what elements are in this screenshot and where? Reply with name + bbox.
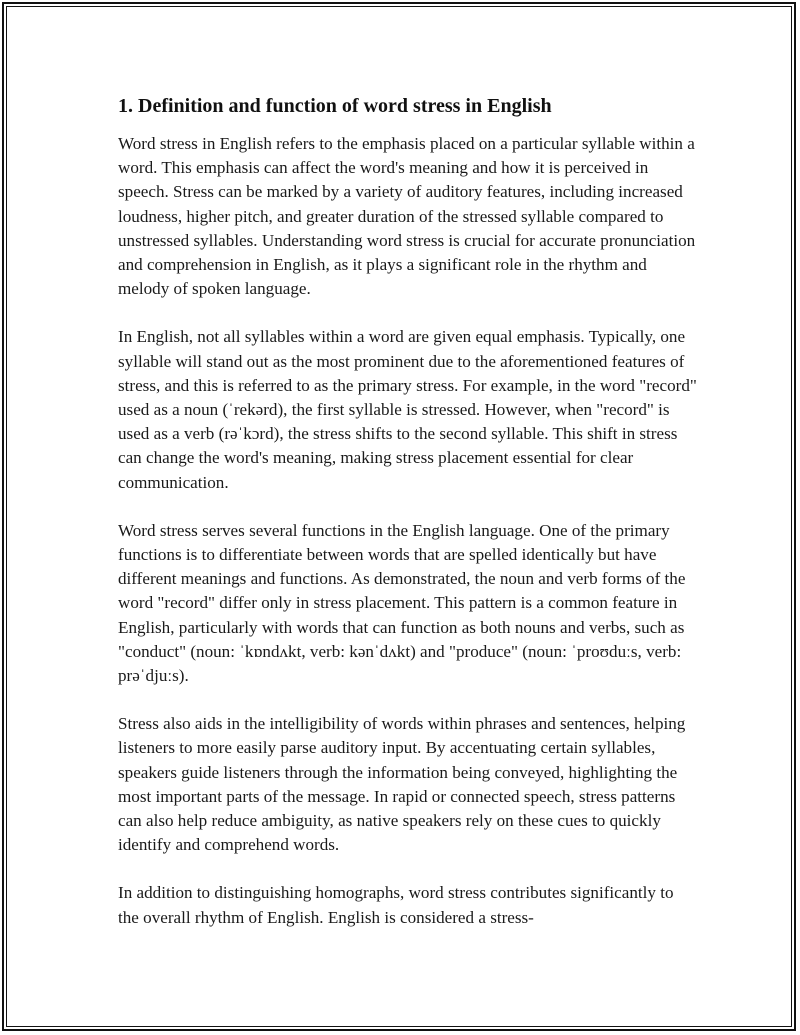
- paragraph-primary-stress: In English, not all syllables within a word are given equal emphasis. Typically, one syllable will stand out as the most prominent due to the aforementioned features of stress, and this is referred to as the primary stress. For example, in the word "record" used as a noun (ˈrekərd), the first syllable is stressed. However, when "record" is used as a verb (rəˈkɔrd), the stress shifts to the second syllable. This shift in stress can change the word's meaning, making stress placement essential for clear communication.: [118, 327, 697, 492]
- document-page: [118, 92, 698, 954]
- section-heading: 1. Definition and function of word stress in English: [118, 95, 552, 117]
- paragraph-word-stress-definition: Word stress in English refers to the emphasis placed on a particular syllable within a word. This emphasis can affect the word's meaning and how it is perceived in speech. Stress can be marked by a variety of auditory features, including increased loudness, higher pitch, and greater duration of the stressed syllable compared to unstressed syllables. Understanding word stress is crucial for accurate pronunciation and comprehension in English, as it plays a significant role in the rhythm and melody of spoken language.: [118, 134, 696, 299]
- paragraph-stress-functions: Word stress serves several functions in the English language. One of the primary functions is to differentiate between words that are spelled identically but have different meanings and functions. As demonstrated, the noun and verb forms of the word "record" differ only in stress placement. This pattern is a common feature in English, particularly with words that can function as both nouns and verbs, such as "conduct" (noun: ˈkɒndʌkt, verb: kənˈdʌkt) and "produce" (noun: ˈproʊduːs, verb: prəˈdjuːs).: [118, 520, 686, 686]
- paragraph-intelligibility: Stress also aids in the intelligibility of words within phrases and sentences, helping listeners to more easily parse auditory input. By accentuating certain syllables, speakers guide listeners through the information being conveyed, highlighting the most important parts of the message. In rapid or connected speech, stress patterns can also help reduce ambiguity, as native speakers rely on these cues to quickly identify and comprehend words.: [118, 714, 686, 855]
- paragraph-rhythm: In addition to distinguishing homographs, word stress contributes significantly to the overall rhythm of English. English is considered a stress-: [118, 883, 674, 927]
